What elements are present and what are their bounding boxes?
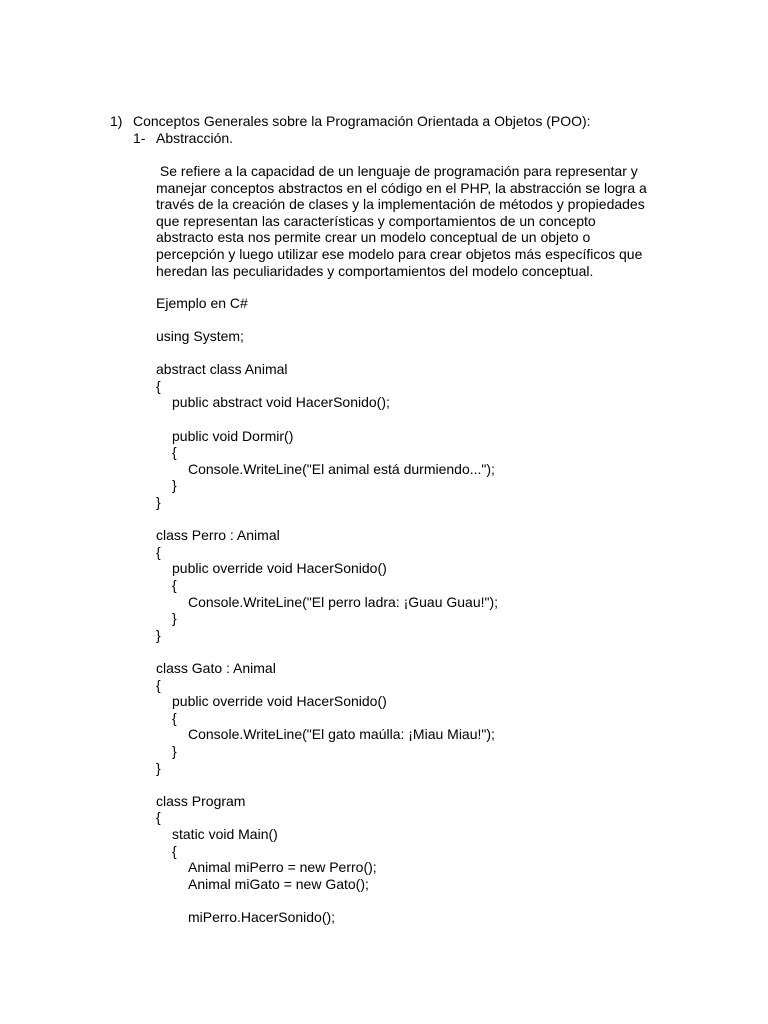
code-line: {	[172, 842, 177, 859]
code-line: class Perro : Animal	[156, 527, 280, 544]
paragraph-line: través de la creación de clases y la implementación de métodos y propiedades	[156, 196, 645, 213]
code-line: }	[156, 759, 161, 776]
code-line: miPerro.HacerSonido();	[188, 909, 336, 925]
paragraph-line: abstracto esta nos permite crear un modelo conceptual de un objeto o	[156, 229, 591, 246]
code-line: public override void HacerSonido()	[172, 693, 387, 710]
code-line: {	[172, 709, 177, 726]
code-line: Console.WriteLine("El animal está durmiendo...");	[188, 460, 495, 477]
code-line: }	[172, 477, 177, 494]
paragraph-line: manejar conceptos abstractos en el código en el PHP, la abstracción se logra a	[156, 179, 647, 196]
code-line: {	[156, 377, 161, 394]
code-line: public override void HacerSonido()	[172, 560, 387, 577]
code-line: {	[172, 444, 177, 461]
body-paragraph	[156, 163, 656, 279]
example-label: Ejemplo en C#	[156, 295, 248, 311]
code-line: class Program	[156, 792, 246, 809]
code-line: Animal miPerro = new Perro();	[188, 859, 377, 876]
code-line: Animal miGato = new Gato();	[188, 875, 369, 892]
heading-text: Conceptos Generales sobre la Programación Orientada a Objetos (POO):	[133, 113, 591, 129]
paragraph-line: heredan las peculiaridades y comportamientos del modelo conceptual.	[156, 262, 594, 279]
paragraph-line: Se refiere a la capacidad de un lenguaje de programación para representar y	[156, 163, 638, 179]
paragraph-line: percepción y luego utilizar ese modelo para crear objetos más específicos que	[156, 245, 643, 262]
code-line: using System;	[156, 328, 244, 344]
paragraph-line: que representan las características y comportamientos de un concepto	[156, 212, 596, 229]
code-line: }	[172, 743, 177, 759]
code-line: {	[156, 809, 161, 826]
code-line: }	[156, 494, 161, 510]
code-line: Console.WriteLine("El perro ladra: ¡Guau Guau!");	[188, 593, 499, 610]
code-line: }	[172, 610, 177, 627]
heading-number: 1)	[110, 113, 123, 129]
code-line: Console.WriteLine("El gato maúlla: ¡Miau Miau!");	[188, 726, 495, 743]
subheading-text: Abstracción.	[156, 130, 234, 146]
code-line: }	[156, 626, 161, 643]
code-line: public void Dormir()	[172, 427, 294, 444]
code-line: {	[172, 577, 177, 593]
code-line: abstract class Animal	[156, 361, 288, 378]
code-line: {	[156, 543, 161, 560]
code-line: static void Main()	[172, 826, 278, 842]
code-line: public abstract void HacerSonido();	[172, 394, 390, 411]
code-line: class Gato : Animal	[156, 660, 276, 676]
subheading-number: 1-	[133, 130, 146, 146]
code-line: {	[156, 676, 161, 693]
